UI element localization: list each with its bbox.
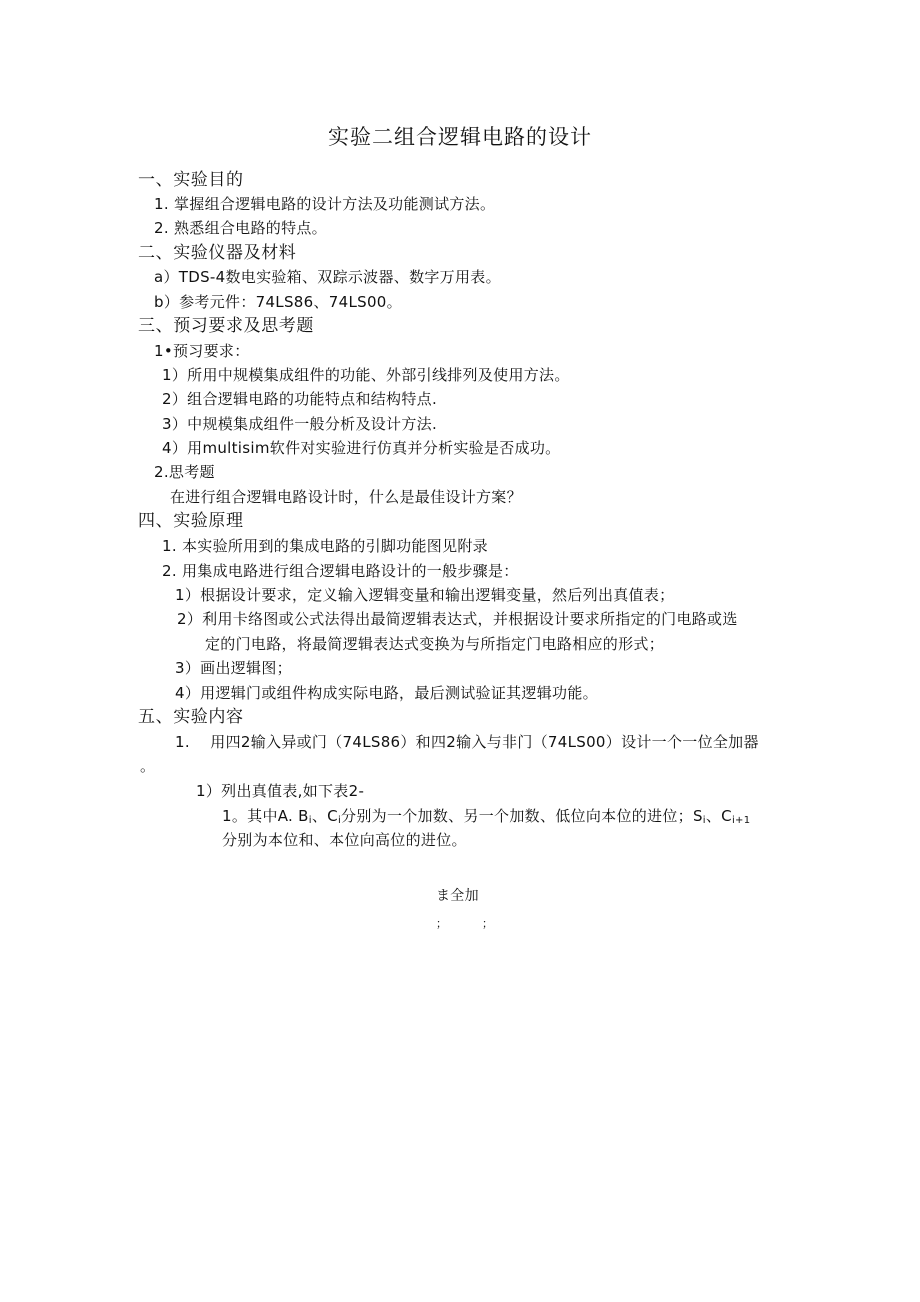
- design-step-2-continued: 定的门电路，将最简逻辑表达式变换为与所指定门电路相应的形式；: [205, 635, 665, 653]
- content-step-1-line2-b: 、C: [311, 807, 338, 825]
- subscript-i-plus-1: i+1: [731, 815, 751, 826]
- preview-item-4: 4）用multisim软件对实验进行仿真并分析实验是否成功。: [162, 439, 561, 457]
- instrument-item-b: b）参考元件：74LS86、74LS00。: [154, 293, 402, 311]
- subscript-i: i: [337, 815, 342, 826]
- page-title: 实验二组合逻辑电路的设计: [328, 125, 592, 149]
- content-step-1-line2: [222, 806, 750, 826]
- design-step-4: 4）用逻辑门或组件构成实际电路，最后测试验证其逻辑功能。: [175, 684, 598, 702]
- table-caption: ま全加: [436, 888, 479, 904]
- section-heading-preview: 三、预习要求及思考题: [138, 316, 314, 336]
- subscript-i: i: [308, 815, 312, 826]
- content-step-1-line2-c: 分别为一个加数、另一个加数、低位向本位的进位；S: [341, 807, 703, 825]
- instrument-item-a: a）TDS-4数电实验箱、双踪示波器、数字万用表。: [154, 268, 501, 286]
- question-text: 在进行组合逻辑电路设计时，什么是最佳设计方案？: [170, 488, 522, 506]
- preview-item-2: 2）组合逻辑电路的功能特点和结构特点.: [162, 390, 438, 408]
- section-heading-objectives: 一、实验目的: [138, 170, 244, 190]
- content-item-1: 1. 用四2输入异或门（74LS86）和四2输入与非门（74LS00）设计一个一位全加器: [175, 733, 759, 751]
- preview-item-1: 1）所用中规模集成组件的功能、外部引线排列及使用方法。: [162, 366, 570, 384]
- section-heading-content: 五、实验内容: [138, 707, 244, 727]
- content-step-1: 1）列出真值表,如下表2-: [196, 782, 365, 800]
- content-step-1-line3: 分别为本位和、本位向高位的进位。: [222, 831, 467, 849]
- table-mark-right: ；: [482, 917, 494, 930]
- question-subheading: 2.思考题: [154, 463, 215, 481]
- table-mark-left: ；: [436, 917, 448, 930]
- section-heading-principle: 四、实验原理: [138, 511, 244, 531]
- design-step-1: 1）根据设计要求，定义输入逻辑变量和输出逻辑变量，然后列出真值表；: [175, 586, 675, 604]
- subscript-i: i: [702, 815, 706, 826]
- design-step-2: 2）利用卡络图或公式法得出最简逻辑表达式，并根据设计要求所指定的门电路或选: [177, 610, 738, 628]
- objective-item-1: 1. 掌握组合逻辑电路的设计方法及功能测试方法。: [154, 195, 496, 213]
- design-step-3: 3）画出逻辑图；: [175, 659, 292, 677]
- preview-item-3: 3）中规模集成组件一般分析及设计方法.: [162, 415, 438, 433]
- principle-item-1: 1. 本实验所用到的集成电路的引脚功能图见附录: [162, 537, 488, 555]
- content-step-1-line2-d: 、C: [705, 807, 732, 825]
- content-item-1-tail: 。: [140, 757, 156, 775]
- content-step-1-line2-a: 1。其中A. B: [222, 807, 309, 825]
- objective-item-2: 2. 熟悉组合电路的特点。: [154, 219, 327, 237]
- preview-subheading: 1•预习要求：: [154, 342, 250, 360]
- section-heading-instruments: 二、实验仪器及材料: [138, 243, 297, 263]
- principle-item-2: 2. 用集成电路进行组合逻辑电路设计的一般步骤是：: [162, 562, 519, 580]
